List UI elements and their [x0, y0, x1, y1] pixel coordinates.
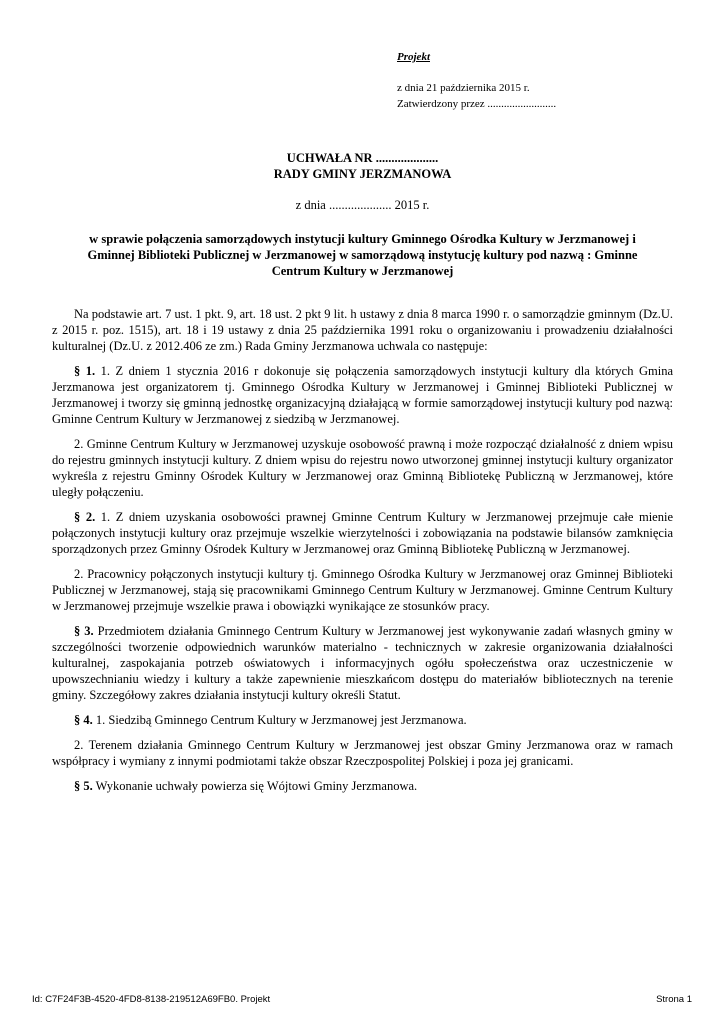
paragraph — [52, 566, 673, 614]
title-line-2: RADY GMINY JERZMANOWA — [273, 167, 452, 181]
paragraph-mark: § 5. — [74, 779, 93, 793]
paragraph-mark: § 2. — [74, 510, 96, 524]
paragraph-text: 2. Gminne Centrum Kultury w Jerzmanowej uzyskuje osobowość prawną i może rozpocząć działalność z dniem wpisu do rejestru gminnych instytucji kultury. Z dniem wpisu do rejestru nowo utworzonej gminnej instytucji kultury organizator wykreśla z rejestru Gminny Ośrodek Kultury w Jerzmanowej oraz Gminną Bibliotekę Publiczną w Jerzmanowej, które uległy połączeniu. — [52, 437, 673, 499]
document-title — [0, 150, 725, 182]
paragraph — [52, 623, 673, 703]
paragraph-text: 1. Siedzibą Gminnego Centrum Kultury w Jerzmanowej jest Jerzmanowa. — [92, 713, 467, 727]
paragraph-mark: § 4. — [74, 713, 93, 727]
paragraph — [52, 712, 673, 728]
header-approved: Zatwierdzony przez ......................... — [397, 98, 557, 110]
header-date: z dnia 21 października 2015 r. — [397, 82, 530, 94]
paragraph-mark: § 1. — [74, 364, 96, 378]
paragraph-text: 2. Pracownicy połączonych instytucji kultury tj. Gminnego Ośrodka Kultury w Jerzmanowej oraz Gminnej Biblioteki Publicznej w Jerzmanowej, stają się pracownikami Gminnego Centrum Kultury w Jerzmanowej. Gminne Centrum Kultury w Jerzmanowej przejmuje wszelkie prawa i obowiązki wynikające ze stosunków pracy. — [52, 567, 673, 613]
header-meta — [397, 80, 556, 112]
footer-document-id: Id: C7F24F3B-4520-4FD8-8138-219512A69FB0. Projekt — [32, 994, 271, 1005]
paragraph-text: Wykonanie uchwały powierza się Wójtowi Gminy Jerzmanowa. — [92, 779, 418, 793]
paragraph-text: Przedmiotem działania Gminnego Centrum Kultury w Jerzmanowej jest wykonywanie zadań własnych gminy w szczególności tworzenie odpowiednich warunków materialno - technicznych w zakresie organizowania działalności kulturalnej, zaspokajania potrzeb oświatowych i informacyjnych ogółu społeczeństwa oraz uczestniczenie w upowszechnianiu wiedzy i kultury a także zapewnienie mieszkańcom dostępu do materiałów bibliotecznych na terenie gminy. Szczegółowy zakres działania instytucji kultury określi Statut. — [52, 624, 673, 702]
paragraph — [52, 363, 673, 427]
document-body — [52, 306, 673, 803]
footer-page-number: Strona 1 — [656, 994, 692, 1005]
projekt-label: Projekt — [397, 51, 430, 63]
resolution-date: z dnia .................... 2015 r. — [295, 198, 430, 212]
title-line-1: UCHWAŁA NR .................... — [286, 151, 439, 165]
paragraph — [52, 509, 673, 557]
paragraph-text: 2. Terenem działania Gminnego Centrum Kultury w Jerzmanowej jest obszar Gminy Jerzmanowa oraz w ramach współpracy i wymiany z innymi podmiotami także obszar Rzeczpospolitej Polskiej i poza jej granicami. — [52, 738, 673, 768]
paragraph-text: 1. Z dniem uzyskania osobowości prawnej Gminne Centrum Kultury w Jerzmanowej przejmuje całe mienie połączonych instytucji kultury oraz przejmuje wszelkie wierzytelności i zobowiązania na podstawie bilansów zamknięcia sporządzonych przez Gminny Ośrodek Kultury w Jerzmanowej oraz Gminną Bibliotekę Publiczną w Jerzmanowej. — [52, 510, 674, 556]
paragraph-mark: § 3. — [74, 624, 94, 638]
resolution-subject: w sprawie połączenia samorządowych instytucji kultury Gminnego Ośrodka Kultury w Jerzmanowej i Gminnej Biblioteki Publicznej w Jerzmanowej w samorządową instytucję kultury pod nazwą : Gminne Centrum Kultury w Jerzmanowej — [87, 232, 638, 278]
paragraph — [52, 737, 673, 769]
paragraph-text: Na podstawie art. 7 ust. 1 pkt. 9, art. 18 ust. 2 pkt 9 lit. h ustawy z dnia 8 marca 1990 r. o samorządzie gminnym (Dz.U. z 2015 r. poz. 1515), art. 18 i 19 ustawy z dnia 25 października 1991 roku o organizowaniu i prowadzeniu działalności kulturalnej (Dz.U. z 2012.406 ze zm.) Rada Gminy Jerzmanowa uchwala co następuje: — [52, 307, 673, 353]
paragraph — [52, 306, 673, 354]
paragraph — [52, 436, 673, 500]
paragraph — [52, 778, 673, 794]
paragraph-text: 1. Z dniem 1 stycznia 2016 r dokonuje się połączenia samorządowych instytucji kultury dla których Gmina Jerzmanowa jest organizatorem tj. Gminnego Ośrodka Kultury w Jerzmanowej i Gminnej Biblioteki Publicznej w Jerzmanowej i tworzy się gminną jednostkę organizacyjną działającą w formie samorządowej instytucji kultury pod nazwą: Gminne Centrum Kultury w Jerzmanowej z siedzibą w Jerzmanowej. — [52, 364, 674, 426]
